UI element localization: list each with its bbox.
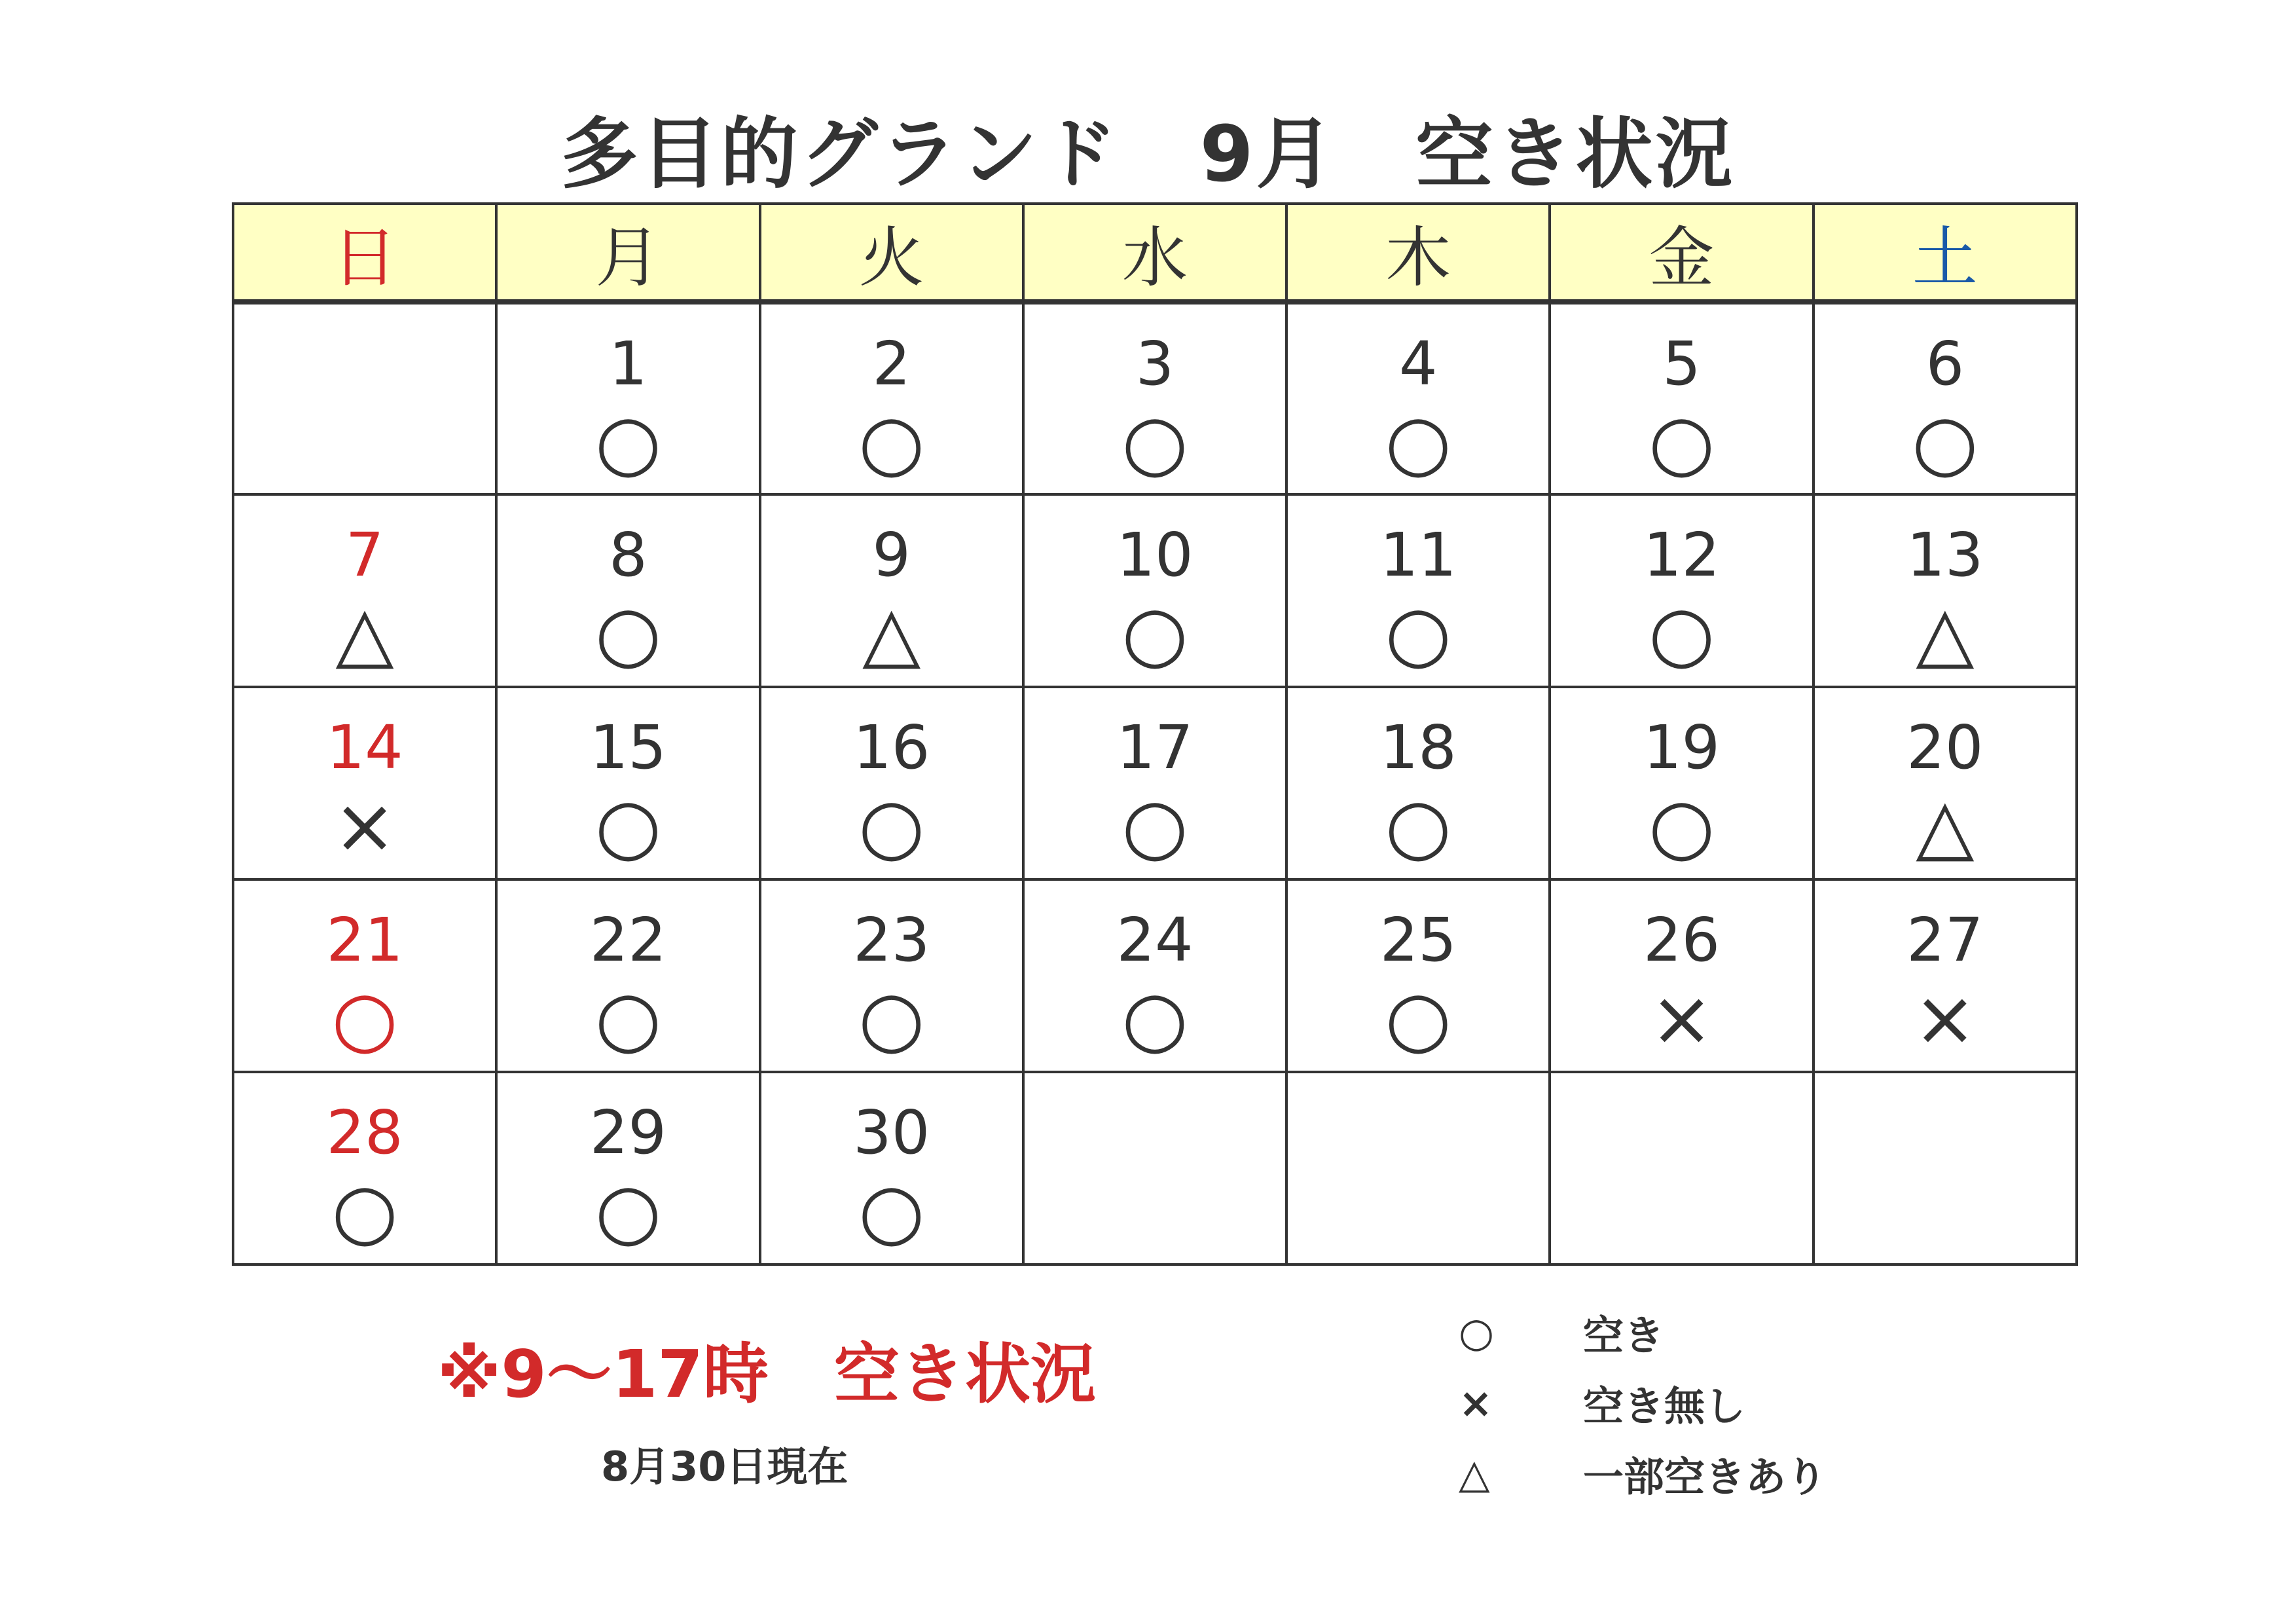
calendar-day-cell-sunday bbox=[233, 687, 496, 879]
day-number: 12 bbox=[1643, 520, 1721, 590]
calendar-week-row bbox=[233, 1072, 2077, 1264]
circle-icon: ○ bbox=[1459, 1308, 1495, 1356]
day-number: 4 bbox=[1398, 329, 1438, 399]
availability-mark: × bbox=[1649, 974, 1714, 1063]
calendar-body bbox=[233, 302, 2077, 1264]
availability-mark: ○ bbox=[331, 974, 398, 1063]
calendar-day-cell-sunday bbox=[233, 1072, 496, 1264]
calendar-day-cell-thursday bbox=[1286, 494, 1550, 687]
day-number: 15 bbox=[589, 712, 666, 783]
day-number: 5 bbox=[1662, 329, 1701, 399]
availability-mark: ○ bbox=[1385, 782, 1451, 870]
weekday-friday: 金 bbox=[1550, 204, 1813, 302]
day-number: 27 bbox=[1906, 905, 1984, 975]
availability-mark: ○ bbox=[594, 398, 662, 487]
availability-mark: ○ bbox=[1121, 782, 1188, 870]
calendar-day-cell-tuesday bbox=[760, 302, 1023, 494]
weekday-thursday: 木 bbox=[1286, 204, 1550, 302]
legend-label: 空き無し bbox=[1583, 1382, 1746, 1430]
calendar-day-cell-thursday bbox=[1286, 687, 1550, 879]
legend-item-available bbox=[1447, 1297, 1971, 1367]
weekday-saturday: 土 bbox=[1813, 204, 2077, 302]
availability-mark: △ bbox=[335, 589, 394, 678]
day-number: 2 bbox=[872, 329, 911, 399]
availability-mark: ○ bbox=[594, 589, 662, 678]
availability-mark: ○ bbox=[1648, 589, 1715, 678]
calendar-week-row bbox=[233, 494, 2077, 687]
calendar-day-cell-tuesday bbox=[760, 1072, 1023, 1264]
page-title: 多目的グランド 9月 空き状況 bbox=[560, 109, 1736, 199]
day-number: 21 bbox=[326, 905, 403, 975]
availability-mark: ○ bbox=[1121, 398, 1188, 487]
weekday-monday: 月 bbox=[496, 204, 759, 302]
availability-mark: ○ bbox=[858, 398, 925, 487]
calendar-day-cell-wednesday bbox=[1023, 494, 1286, 687]
as-of-date: 8月30日現在 bbox=[601, 1443, 848, 1490]
calendar-day-cell-saturday bbox=[1813, 687, 2077, 879]
legend-label: 一部空きあり bbox=[1583, 1452, 1827, 1501]
day-number: 22 bbox=[589, 905, 666, 975]
day-number: 1 bbox=[609, 329, 647, 399]
availability-mark: △ bbox=[862, 589, 921, 678]
calendar-day-cell-friday bbox=[1550, 494, 1813, 687]
calendar-day-cell-monday bbox=[496, 879, 759, 1072]
legend bbox=[1447, 1297, 1971, 1509]
day-number: 26 bbox=[1643, 905, 1721, 975]
day-number: 17 bbox=[1116, 712, 1194, 783]
calendar-day-cell-thursday bbox=[1286, 879, 1550, 1072]
weekday-wednesday: 水 bbox=[1023, 204, 1286, 302]
calendar-day-cell-saturday bbox=[1813, 1072, 2077, 1264]
calendar-day-cell-saturday bbox=[1813, 302, 2077, 494]
calendar-day-cell-monday bbox=[496, 494, 759, 687]
day-number: 28 bbox=[326, 1098, 403, 1168]
calendar-day-cell-monday bbox=[496, 1072, 759, 1264]
day-number: 14 bbox=[326, 712, 403, 783]
availability-mark: ○ bbox=[1121, 974, 1188, 1063]
legend-item-unavailable bbox=[1447, 1367, 1971, 1438]
availability-mark: △ bbox=[1916, 782, 1975, 870]
calendar-week-row bbox=[233, 302, 2077, 494]
weekday-header-row bbox=[233, 204, 2077, 302]
availability-mark: ○ bbox=[1648, 398, 1715, 487]
legend-item-partial bbox=[1447, 1438, 1971, 1509]
day-number: 13 bbox=[1906, 520, 1984, 590]
availability-mark: ○ bbox=[858, 782, 925, 870]
day-number: 20 bbox=[1906, 712, 1984, 783]
day-number: 11 bbox=[1379, 520, 1457, 590]
availability-mark: ○ bbox=[1385, 974, 1451, 1063]
calendar-day-cell-friday bbox=[1550, 1072, 1813, 1264]
calendar-day-cell-saturday bbox=[1813, 879, 2077, 1072]
calendar-day-cell-sunday bbox=[233, 879, 496, 1072]
availability-mark: ○ bbox=[594, 1167, 662, 1255]
availability-mark: ○ bbox=[1912, 398, 1978, 487]
availability-mark: × bbox=[333, 782, 397, 870]
calendar-day-cell-monday bbox=[496, 302, 759, 494]
day-number: 30 bbox=[853, 1098, 930, 1168]
calendar-day-cell-sunday bbox=[233, 302, 496, 494]
availability-mark: ○ bbox=[1385, 398, 1451, 487]
availability-mark: ○ bbox=[594, 782, 662, 870]
calendar-day-cell-thursday bbox=[1286, 1072, 1550, 1264]
calendar-day-cell-tuesday bbox=[760, 494, 1023, 687]
cross-icon: × bbox=[1459, 1378, 1493, 1427]
calendar-day-cell-monday bbox=[496, 687, 759, 879]
triangle-icon: △ bbox=[1459, 1449, 1490, 1498]
calendar-day-cell-friday bbox=[1550, 879, 1813, 1072]
availability-mark: ○ bbox=[594, 974, 662, 1063]
availability-mark: ○ bbox=[1385, 589, 1451, 678]
availability-calendar bbox=[232, 202, 2078, 1266]
availability-mark: △ bbox=[1916, 589, 1975, 678]
day-number: 18 bbox=[1379, 712, 1457, 783]
day-number: 10 bbox=[1116, 520, 1194, 590]
availability-mark: ○ bbox=[1121, 589, 1188, 678]
calendar-day-cell-wednesday bbox=[1023, 302, 1286, 494]
day-number: 19 bbox=[1643, 712, 1721, 783]
day-number: 3 bbox=[1135, 329, 1175, 399]
day-number: 25 bbox=[1379, 905, 1457, 975]
availability-mark: ○ bbox=[1648, 782, 1715, 870]
calendar-day-cell-tuesday bbox=[760, 687, 1023, 879]
calendar-day-cell-sunday bbox=[233, 494, 496, 687]
calendar-week-row bbox=[233, 687, 2077, 879]
day-number: 16 bbox=[853, 712, 930, 783]
calendar-day-cell-tuesday bbox=[760, 879, 1023, 1072]
availability-mark: ○ bbox=[858, 974, 925, 1063]
calendar-day-cell-wednesday bbox=[1023, 687, 1286, 879]
calendar-week-row bbox=[233, 879, 2077, 1072]
calendar-day-cell-wednesday bbox=[1023, 1072, 1286, 1264]
day-number: 24 bbox=[1116, 905, 1194, 975]
hours-note: ※9～17時 空き状況 bbox=[437, 1336, 1096, 1412]
calendar-day-cell-friday bbox=[1550, 687, 1813, 879]
day-number: 9 bbox=[872, 520, 911, 590]
day-number: 29 bbox=[589, 1098, 666, 1168]
availability-mark: ○ bbox=[858, 1167, 925, 1255]
availability-mark: ○ bbox=[331, 1167, 398, 1255]
calendar-day-cell-friday bbox=[1550, 302, 1813, 494]
weekday-tuesday: 火 bbox=[760, 204, 1023, 302]
legend-label: 空き bbox=[1583, 1311, 1665, 1359]
day-number: 8 bbox=[609, 520, 647, 590]
day-number: 7 bbox=[345, 520, 384, 590]
weekday-sunday: 日 bbox=[233, 204, 496, 302]
calendar-day-cell-thursday bbox=[1286, 302, 1550, 494]
calendar-day-cell-saturday bbox=[1813, 494, 2077, 687]
availability-mark: × bbox=[1913, 974, 1977, 1063]
calendar-day-cell-wednesday bbox=[1023, 879, 1286, 1072]
day-number: 6 bbox=[1925, 329, 1965, 399]
day-number: 23 bbox=[853, 905, 930, 975]
